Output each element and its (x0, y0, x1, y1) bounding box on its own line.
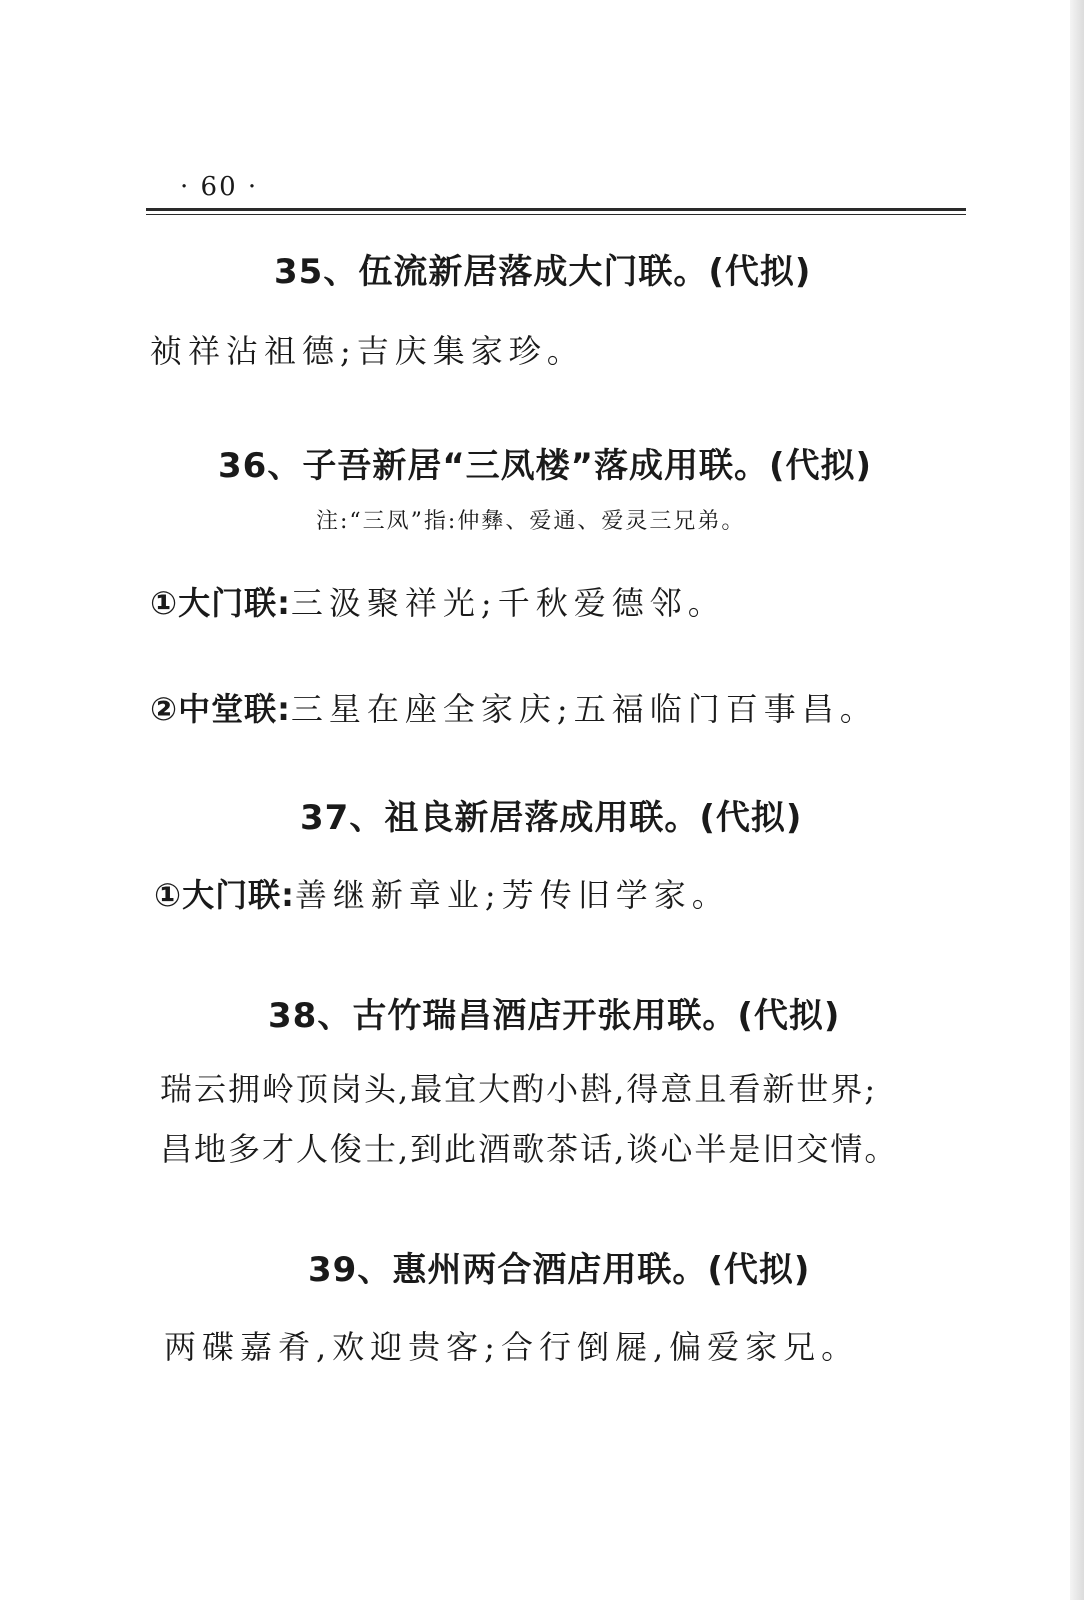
section-36-item-1-text: 三汲聚祥光;千秋爱德邻。 (290, 584, 726, 622)
page-edge (1070, 0, 1084, 1600)
section-37-item-1-label: ①大门联: (154, 876, 295, 914)
section-36-item-2 (150, 684, 878, 730)
section-38-title: 38、古竹瑞昌酒店开张用联。(代拟) (268, 996, 841, 1036)
section-36-item-2-label: ②中堂联: (150, 690, 291, 728)
section-36-title: 36、子吾新居“三凤楼”落成用联。(代拟) (218, 446, 873, 486)
section-35-text: 祯祥沾祖德;吉庆集家珍。 (150, 332, 585, 370)
section-38-line-1: 瑞云拥岭顶岗头,最宜大酌小斟,得意且看新世界; (160, 1070, 878, 1108)
section-36-item-1 (150, 578, 726, 624)
section-36-note: 注:“三凤”指:仲彝、爱通、爱灵三兄弟。 (316, 509, 746, 534)
header-rule-thick (146, 208, 966, 211)
section-37-item-1-text: 善继新章业;芳传旧学家。 (294, 876, 730, 914)
section-35-title: 35、伍流新居落成大门联。(代拟) (274, 252, 812, 292)
page-number: · 60 · (180, 172, 259, 202)
header-rule-thin (146, 214, 966, 215)
section-38-line-2: 昌地多才人俊士,到此酒歌茶话,谈心半是旧交情。 (160, 1130, 899, 1168)
section-37-title: 37、祖良新居落成用联。(代拟) (300, 798, 803, 838)
section-36-item-2-text: 三星在座全家庆;五福临门百事昌。 (290, 690, 878, 728)
section-37-item-1 (154, 870, 730, 916)
section-39-title: 39、惠州两合酒店用联。(代拟) (308, 1250, 811, 1290)
section-36-item-1-label: ①大门联: (150, 584, 291, 622)
section-39-text: 两碟嘉肴,欢迎贵客;合行倒屣,偏爱家兄。 (164, 1328, 860, 1366)
